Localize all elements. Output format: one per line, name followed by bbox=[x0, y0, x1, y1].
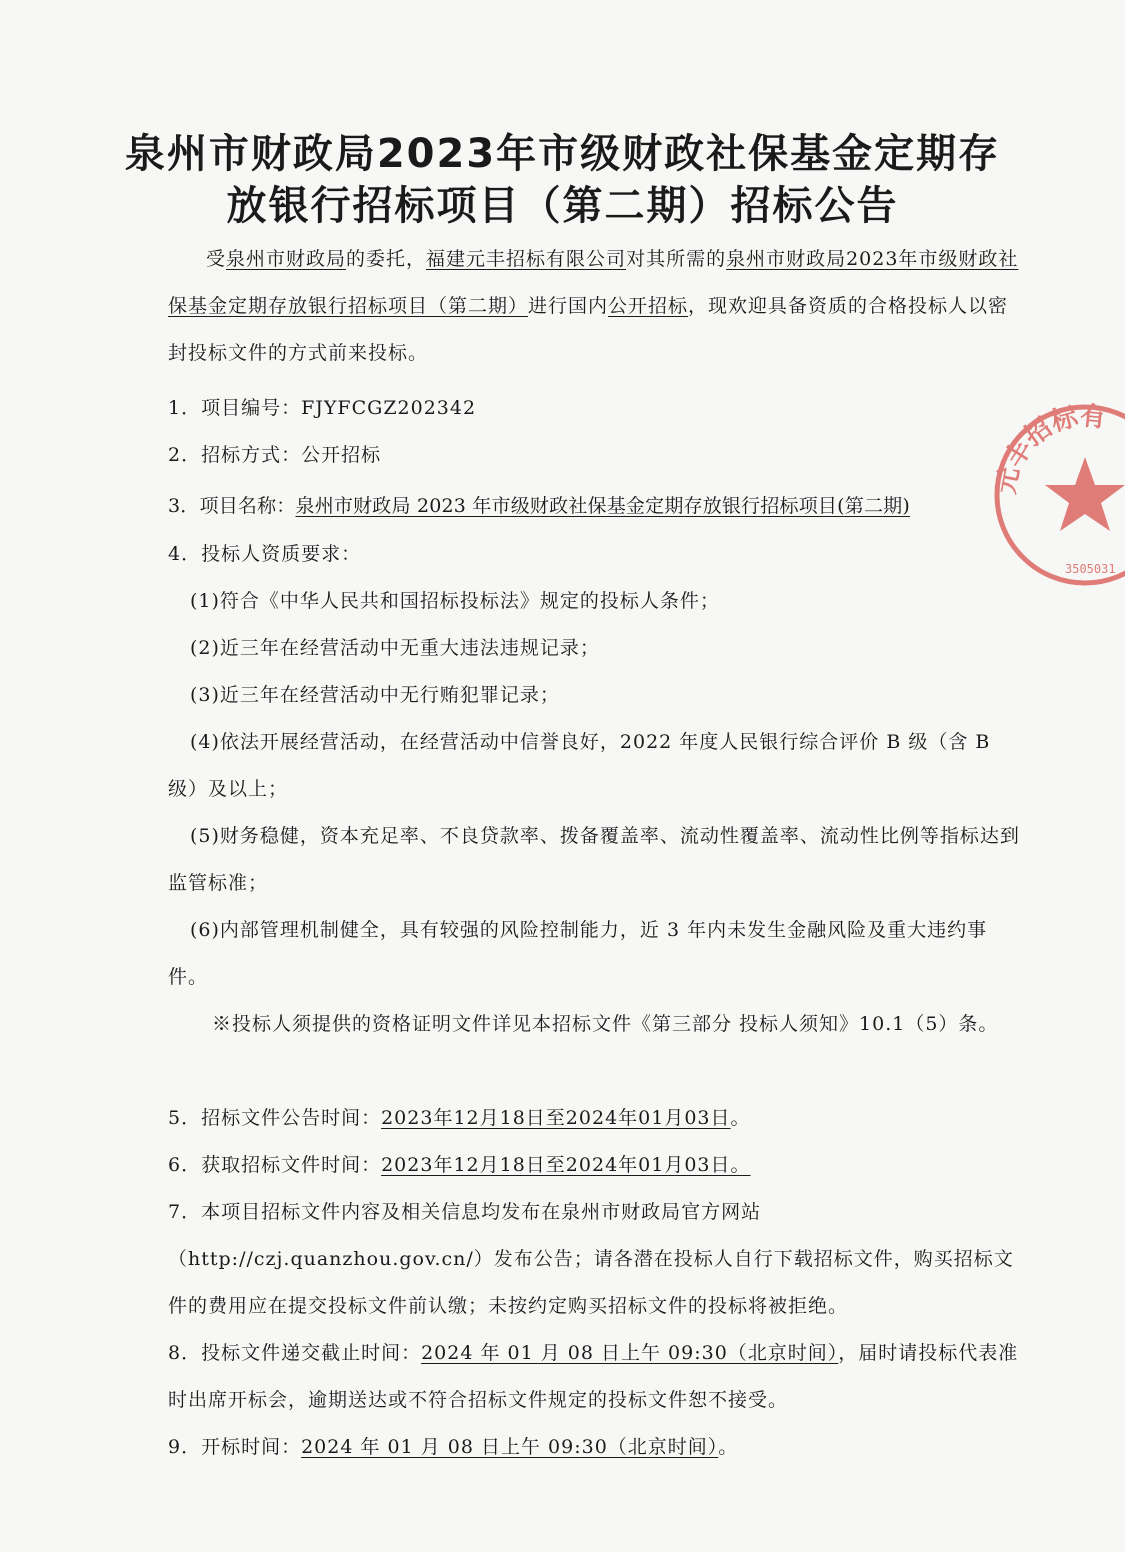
agent-name: 福建元丰招标有限公司 bbox=[426, 248, 627, 270]
qualification-2: (2)近三年在经营活动中无重大违法违规记录； bbox=[190, 637, 600, 659]
item-tail: 。 bbox=[730, 1107, 751, 1129]
title-line-1: 泉州市财政局2023年市级财政社保基金定期存 bbox=[124, 131, 1001, 177]
item-notice-period bbox=[168, 1095, 1026, 1142]
intro-text: 进行国内 bbox=[528, 295, 609, 317]
company-seal-stamp bbox=[985, 395, 1125, 595]
intro-text: 受 bbox=[206, 248, 227, 270]
qualification-note: ※投标人须提供的资格证明文件详见本招标文件《第三部分 投标人须知》10.1（5）条。 bbox=[212, 1013, 999, 1035]
document-period: 2023年12月18日至2024年01月03日。 bbox=[381, 1154, 751, 1176]
notice-period: 2023年12月18日至2024年01月03日 bbox=[381, 1107, 731, 1129]
qualification-3: (3)近三年在经营活动中无行贿犯罪记录； bbox=[190, 684, 560, 706]
bid-method: 公开招标 bbox=[301, 444, 382, 466]
item-submission-deadline bbox=[168, 1330, 1026, 1424]
item-qualifications bbox=[168, 531, 1026, 578]
project-name: 泉州市财政局2023年市级财政社保基金定期存放银行招标项目（第二期） bbox=[168, 248, 1019, 317]
item-tail: 。 bbox=[718, 1436, 739, 1458]
project-name-value: 泉州市财政局 2023 年市级财政社保基金定期存放银行招标项目(第二期) bbox=[295, 495, 910, 517]
item-label: 4．投标人资质要求： bbox=[168, 543, 362, 565]
seal-text: 元丰招标有 bbox=[991, 401, 1108, 497]
client-name: 泉州市财政局 bbox=[226, 248, 347, 270]
qualification-1: (1)符合《中华人民共和国招标投标法》规定的投标人条件； bbox=[190, 590, 720, 612]
item-label: 1．项目编号： bbox=[168, 397, 302, 419]
item-tail: ，届时请投标代表准时出席开标会，逾期送达或不符合招标文件规定的投标文件恕不接受。 bbox=[168, 1342, 1019, 1411]
procurement-method: 公开招标 bbox=[608, 295, 689, 317]
item-label: 6．获取招标文件时间： bbox=[168, 1154, 382, 1176]
item-project-number bbox=[168, 385, 1026, 432]
item-label: 3．项目名称： bbox=[168, 495, 296, 517]
qualification-6: (6)内部管理机制健全，具有较强的风险控制能力，近 3 年内未发生金融风险及重大违约事件。 bbox=[168, 919, 988, 988]
qualification-4: (4)依法开展经营活动，在经营活动中信誉良好，2022 年度人民银行综合评价 B 级（含 B 级）及以上； bbox=[168, 731, 991, 800]
item-bid-method bbox=[168, 432, 1026, 479]
seal-code: 3505031 bbox=[1065, 562, 1116, 576]
item-label: 5．招标文件公告时间： bbox=[168, 1107, 382, 1129]
intro-paragraph bbox=[168, 236, 1026, 377]
qualification-5: (5)财务稳健，资本充足率、不良贷款率、拨备覆盖率、流动性覆盖率、流动性比例等指标达到监管标准； bbox=[168, 825, 1020, 894]
title-line-2: 放银行招标项目（第二期）招标公告 bbox=[226, 183, 899, 229]
intro-text: 对其所需的 bbox=[626, 248, 727, 270]
star-icon bbox=[1045, 457, 1125, 531]
opening-time: 2024 年 01 月 08 日上午 09:30（北京时间） bbox=[301, 1436, 719, 1458]
submission-deadline: 2024 年 01 月 08 日上午 09:30（北京时间） bbox=[421, 1342, 839, 1364]
intro-text: 的委托， bbox=[346, 248, 427, 270]
item-label: 8．投标文件递交截止时间： bbox=[168, 1342, 422, 1364]
item-opening-time bbox=[168, 1424, 1026, 1471]
item-website-info: 7．本项目招标文件内容及相关信息均发布在泉州市财政局官方网站（http://czj.quanzhou.gov.cn/）发布公告；请各潜在投标人自行下载招标文件，购买招标文件的费用应在提交投标文件前认缴；未按约定购买招标文件的投标将被拒绝。 bbox=[168, 1201, 1014, 1317]
document-title bbox=[100, 128, 1025, 232]
item-project-name bbox=[168, 483, 1026, 530]
item-document-period bbox=[168, 1142, 1026, 1189]
project-number: FJYFCGZ202342 bbox=[301, 397, 477, 419]
item-label: 9．开标时间： bbox=[168, 1436, 302, 1458]
intro-text: ，现欢迎具备资质的合格投标人以密封投标文件的方式前来投标。 bbox=[168, 295, 1009, 364]
item-label: 2．招标方式： bbox=[168, 444, 302, 466]
